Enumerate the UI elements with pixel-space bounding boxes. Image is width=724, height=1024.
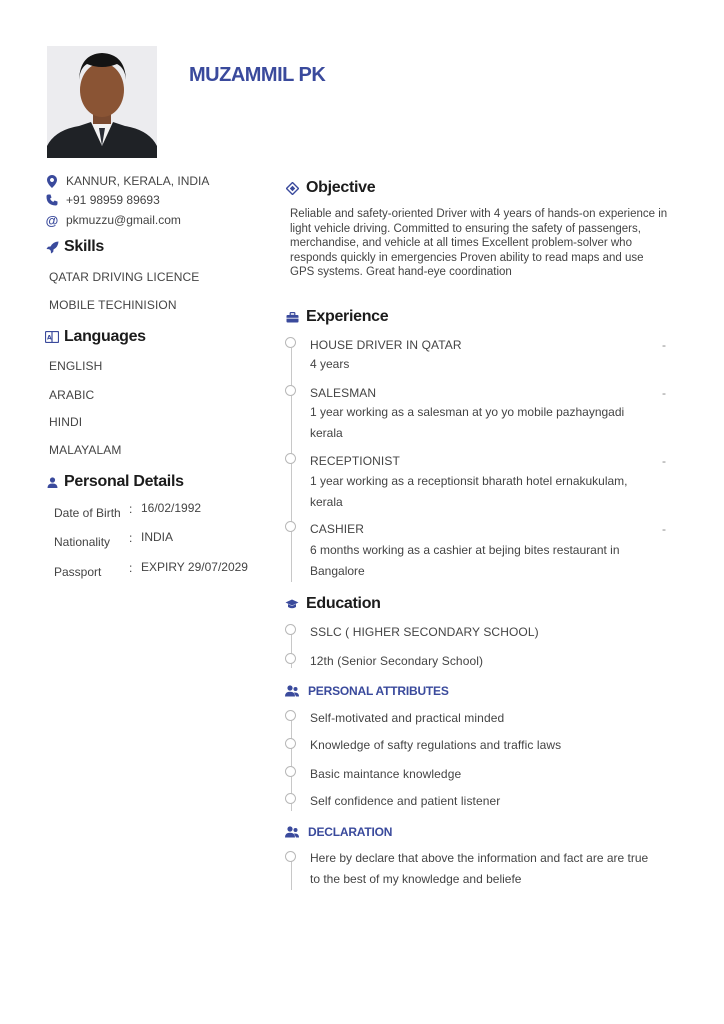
phone-text: +91 98959 89693 bbox=[66, 193, 160, 207]
location-pin-icon bbox=[45, 175, 59, 188]
timeline-dot bbox=[285, 793, 296, 804]
experience-timeline bbox=[291, 348, 292, 582]
nationality-value: INDIA bbox=[141, 530, 174, 544]
phone-icon bbox=[45, 194, 59, 206]
contact-location bbox=[45, 172, 209, 190]
skill-item: QATAR DRIVING LICENCE bbox=[49, 270, 200, 284]
passport-value: EXPIRY 29/07/2029 bbox=[141, 560, 248, 574]
timeline-dot bbox=[285, 521, 296, 532]
experience-description: 1 year working as a receptionsit bharath hotel ernakukulam, kerala bbox=[310, 474, 628, 509]
timeline-dot bbox=[285, 624, 296, 635]
nationality-label: Nationality bbox=[54, 535, 111, 549]
objective-heading: Objective bbox=[285, 179, 375, 197]
email-text[interactable]: pkmuzzu@gmail.com bbox=[66, 213, 181, 227]
dob-value: 16/02/1992 bbox=[141, 501, 202, 515]
objective-text: Reliable and safety-oriented Driver with 4 years of hands-on experience in light vehicle driving. Committed to ensuring the safety of passengers, merchandise, and vehicle at all times Excellent problem-solver who responds quickly in emergencies Proven ability to read maps and use GPS systems. Great hand-eye coordination bbox=[290, 208, 668, 279]
experience-date-dash: - bbox=[662, 454, 666, 468]
experience-title: SALESMAN bbox=[310, 386, 377, 400]
education-item: 12th (Senior Secondary School) bbox=[310, 654, 484, 668]
nationality-colon: : bbox=[129, 531, 133, 545]
person-silhouette-icon bbox=[47, 46, 157, 158]
skill-item: MOBILE TECHINISION bbox=[49, 298, 177, 312]
education-heading: Education bbox=[285, 595, 381, 613]
contact-email[interactable] bbox=[45, 211, 181, 229]
experience-title: CASHIER bbox=[310, 522, 365, 536]
users-icon bbox=[285, 685, 299, 697]
location-text: KANNUR, KERALA, INDIA bbox=[66, 174, 210, 188]
declaration-timeline bbox=[291, 858, 292, 890]
rocket-icon bbox=[45, 241, 59, 254]
target-diamond-icon bbox=[285, 182, 299, 195]
briefcase-icon bbox=[285, 312, 299, 323]
timeline-dot bbox=[285, 738, 296, 749]
declaration-text: Here by declare that above the information and fact are are true to the best of my knowledge and beliefe bbox=[310, 851, 649, 886]
language-item: ARABIC bbox=[49, 388, 95, 402]
experience-description: 1 year working as a salesman at yo yo mobile pazhayngadi kerala bbox=[310, 405, 625, 440]
language-book-icon bbox=[45, 331, 59, 343]
language-item: ENGLISH bbox=[49, 359, 103, 373]
attribute-item: Self confidence and patient listener bbox=[310, 794, 501, 808]
user-icon bbox=[45, 477, 59, 488]
personal-attributes-heading: PERSONAL ATTRIBUTES bbox=[285, 684, 449, 698]
passport-label: Passport bbox=[54, 565, 102, 579]
experience-heading: Experience bbox=[285, 308, 388, 326]
passport-colon: : bbox=[129, 561, 133, 575]
contact-phone bbox=[45, 191, 160, 209]
declaration-heading: DECLARATION bbox=[285, 825, 392, 839]
at-sign-icon: @ bbox=[45, 212, 59, 228]
attribute-item: Self-motivated and practical minded bbox=[310, 711, 505, 725]
experience-title: RECEPTIONIST bbox=[310, 454, 400, 468]
graduation-cap-icon bbox=[285, 599, 299, 610]
svg-text:A: A bbox=[47, 334, 52, 342]
attribute-item: Knowledge of safty regulations and traffic laws bbox=[310, 738, 562, 752]
timeline-dot bbox=[285, 710, 296, 721]
experience-title: HOUSE DRIVER IN QATAR bbox=[310, 338, 462, 352]
timeline-dot bbox=[285, 453, 296, 464]
timeline-dot bbox=[285, 653, 296, 664]
users-icon bbox=[285, 826, 299, 838]
experience-description: 4 years bbox=[310, 357, 350, 371]
dob-colon: : bbox=[129, 502, 133, 516]
profile-photo bbox=[47, 46, 157, 158]
experience-date-dash: - bbox=[662, 522, 666, 536]
experience-date-dash: - bbox=[662, 386, 666, 400]
personal-details-heading: Personal Details bbox=[45, 473, 184, 491]
timeline-dot bbox=[285, 385, 296, 396]
timeline-dot bbox=[285, 337, 296, 348]
experience-date-dash: - bbox=[662, 338, 666, 352]
language-item: HINDI bbox=[49, 415, 83, 429]
education-item: SSLC ( HIGHER SECONDARY SCHOOL) bbox=[310, 625, 539, 639]
timeline-dot bbox=[285, 766, 296, 777]
skills-heading: Skills bbox=[45, 238, 104, 256]
languages-heading: A Languages bbox=[47, 328, 146, 345]
language-item: MALAYALAM bbox=[49, 443, 122, 457]
experience-description: 6 months working as a cashier at bejing bites restaurant in Bangalore bbox=[310, 543, 620, 578]
timeline-dot bbox=[285, 851, 296, 862]
candidate-name: MUZAMMIL PK bbox=[189, 64, 326, 86]
dob-label: Date of Birth bbox=[54, 506, 121, 520]
attribute-item: Basic maintance knowledge bbox=[310, 767, 462, 781]
